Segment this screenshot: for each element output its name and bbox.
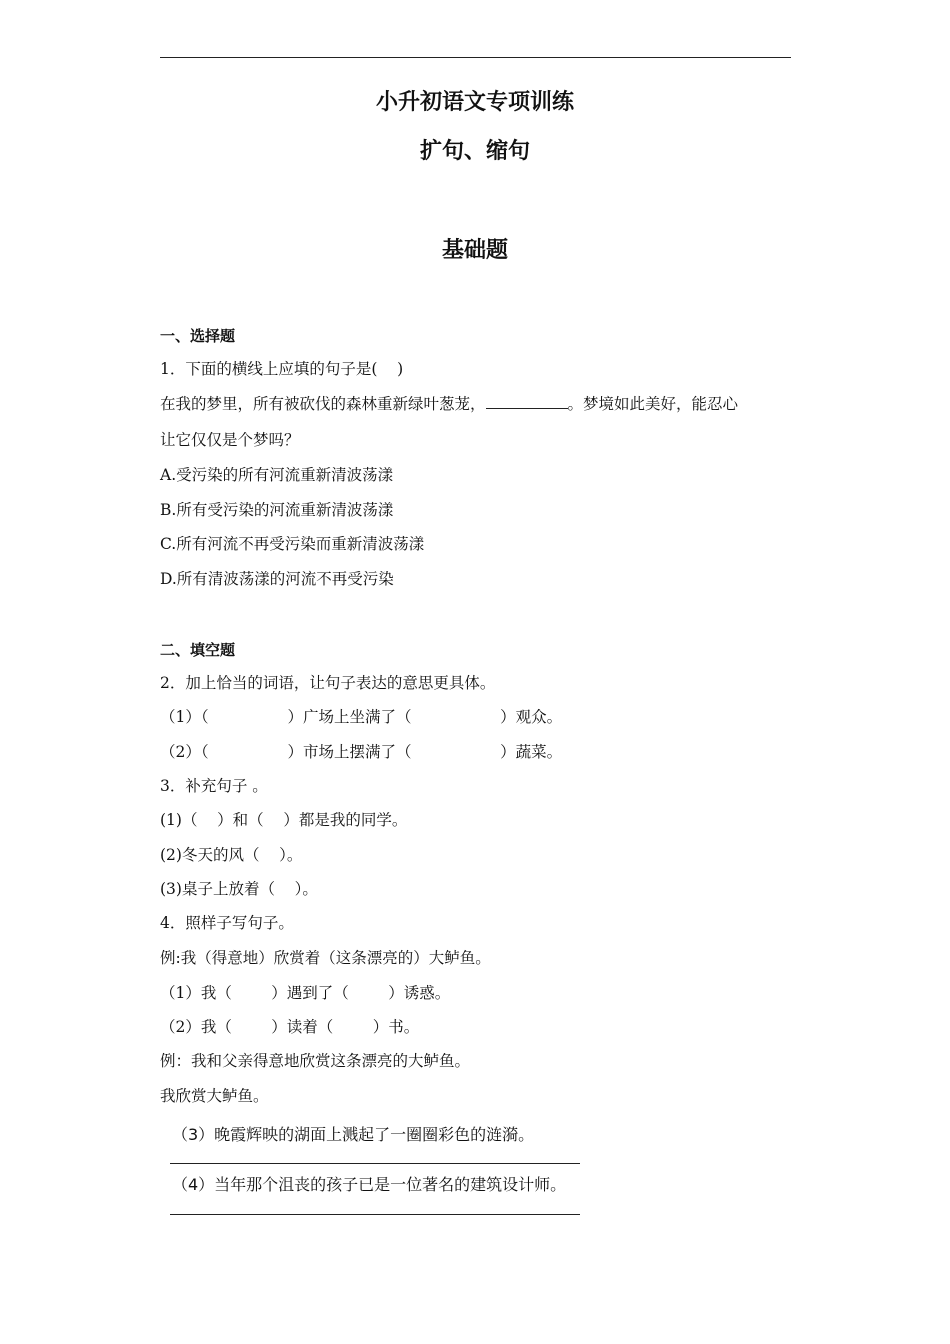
q3-item-3: (3)桌子上放着（ ）。 [160,880,318,898]
q4-item-4-answer-line[interactable] [170,1214,580,1215]
q4-item-4: （4）当年那个沮丧的孩子已是一位著名的建筑设计师。 [172,1175,567,1194]
q3-stem: 3．补充句子 。 [160,777,268,795]
q1-stem: 1．下面的横线上应填的句子是( ) [160,360,404,378]
q1-passage-line1 [160,394,738,414]
q1-passage-before: 在我的梦里，所有被砍伐的森林重新绿叶葱茏， [160,395,486,413]
q1-passage-after: 。梦境如此美好，能忍心 [567,395,739,413]
page-subtitle: 扩句、缩句 [419,138,530,164]
q3-item-1: (1)（ ）和（ ）都是我的同学。 [160,811,408,829]
q1-passage-line2: 让它仅仅是个梦吗？ [160,431,300,449]
q2-stem: 2．加上恰当的词语，让句子表达的意思更具体。 [160,674,496,692]
q4-item-3: （3）晚霞辉映的湖面上溅起了一圈圈彩色的涟漪。 [172,1125,535,1144]
q3-item-2: (2)冬天的风（ ）。 [160,846,303,864]
q4-item-2: （2）我（ ）读着（ ）书。 [160,1018,420,1036]
q1-option-a[interactable]: A.受污染的所有河流重新清波荡漾 [160,466,394,484]
q4-example-2: 例：我和父亲得意地欣赏这条漂亮的大鲈鱼。 [160,1052,471,1070]
q4-item-1: （1）我（ ）遇到了（ ）诱惑。 [160,984,451,1002]
q4-stem: 4．照样子写句子。 [160,914,294,932]
section-heading-choice: 一、选择题 [160,327,236,345]
q4-example-1: 例:我（得意地）欣赏着（这条漂亮的）大鲈鱼。 [160,949,491,967]
q1-option-d[interactable]: D.所有清波荡漾的河流不再受污染 [160,570,394,588]
q1-option-b[interactable]: B.所有受污染的河流重新清波荡漾 [160,501,394,519]
q2-item-1: （1）（ ）广场上坐满了（ ）观众。 [160,708,563,726]
q4-item-3-answer-line[interactable] [170,1163,580,1164]
q4-example-2-short: 我欣赏大鲈鱼。 [160,1087,269,1105]
section-heading-fill: 二、填空题 [160,641,236,659]
q1-option-c[interactable]: C.所有河流不再受污染而重新清波荡漾 [160,535,425,553]
level-heading: 基础题 [441,237,508,263]
header-rule [160,57,791,58]
page-title: 小升初语文专项训练 [375,89,574,115]
q2-item-2: （2）（ ）市场上摆满了（ ）蔬菜。 [160,743,563,761]
q1-answer-blank[interactable] [486,394,568,409]
